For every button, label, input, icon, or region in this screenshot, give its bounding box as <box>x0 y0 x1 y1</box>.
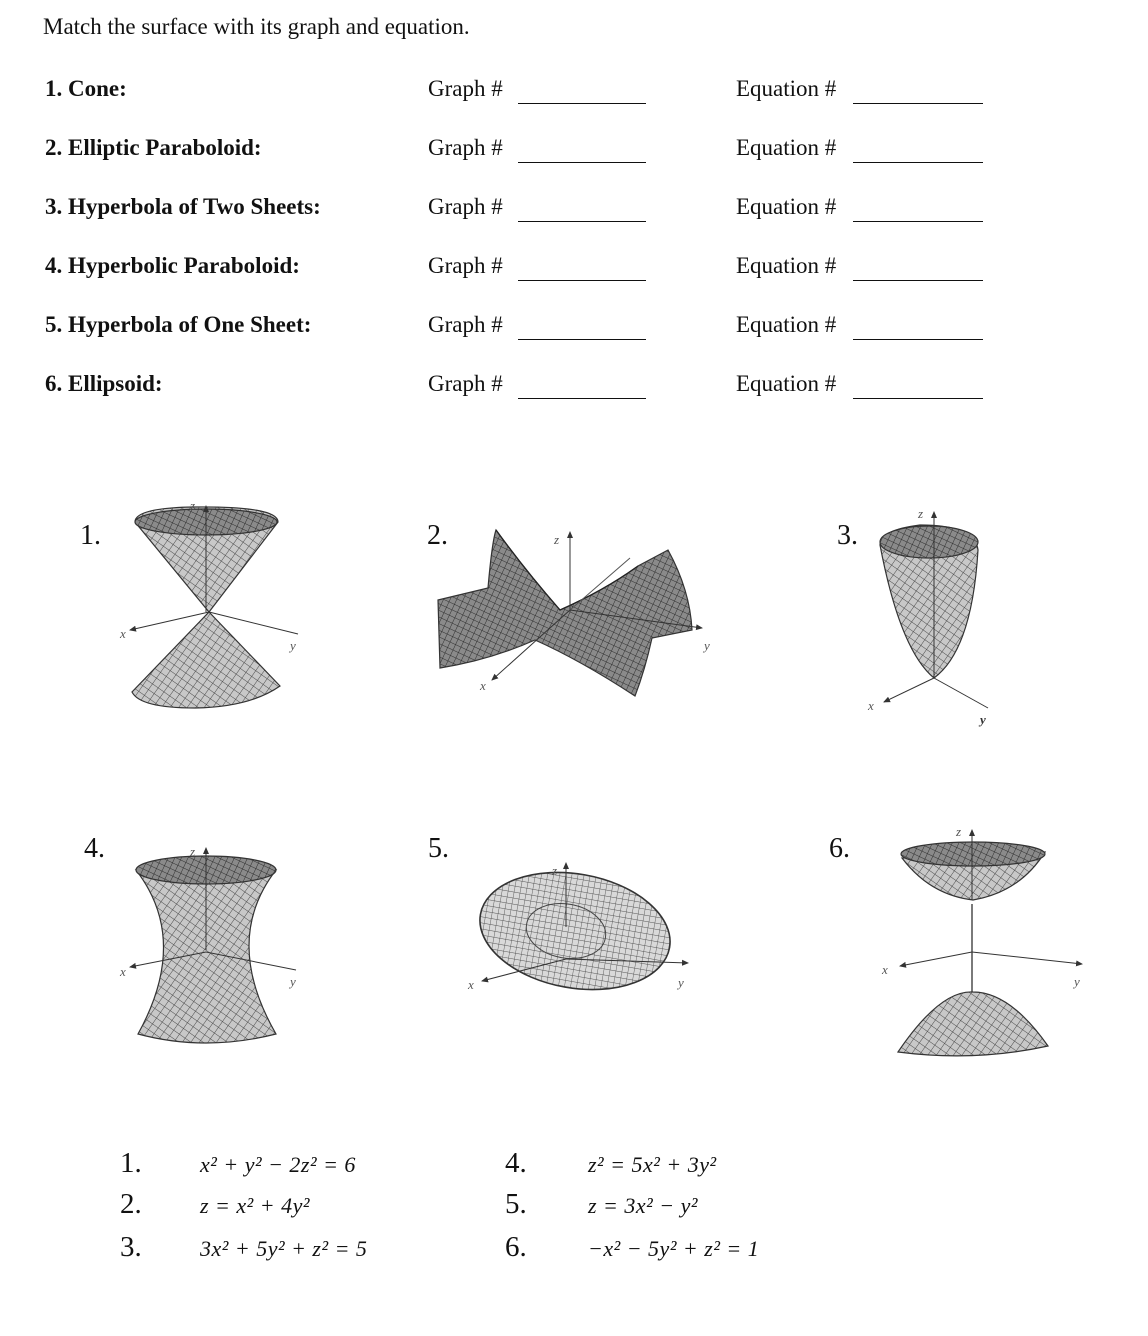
equation-label: Equation # <box>736 312 837 337</box>
elliptic-paraboloid-graph <box>860 500 1010 735</box>
figure-number-6: 6. <box>829 833 850 864</box>
equation-number-5: 5. <box>505 1188 527 1220</box>
z-axis-label: z <box>918 506 924 521</box>
equation-number-2: 2. <box>120 1188 142 1220</box>
equation-label: Equation # <box>736 135 837 160</box>
equation-4: z² = 5x² + 3y² <box>588 1152 717 1177</box>
page-title: Match the surface with its graph and equation. <box>43 14 470 39</box>
figure-number-3: 3. <box>837 520 858 551</box>
graph-answer-blank[interactable] <box>518 103 646 104</box>
x-axis-label: x <box>120 964 126 979</box>
figure-number-2: 2. <box>427 520 448 551</box>
equation-answer-blank[interactable] <box>853 280 983 281</box>
y-axis <box>972 952 1082 964</box>
equation-number-3: 3. <box>120 1231 142 1263</box>
equation-5: z = 3x² − y² <box>588 1193 698 1218</box>
graph-answer-blank[interactable] <box>518 221 646 222</box>
hyperboloid-one-sheet-graph <box>110 840 320 1055</box>
y-axis-label: y <box>980 712 986 727</box>
equation-6: −x² − 5y² + z² = 1 <box>588 1236 760 1261</box>
row-label: 4. Hyperbolic Paraboloid: <box>45 253 300 278</box>
graph-label: Graph # <box>428 371 503 396</box>
figure-number-4: 4. <box>84 833 105 864</box>
match-row-5 <box>0 312 1148 346</box>
x-axis-label: x <box>480 678 486 693</box>
match-row-3 <box>0 194 1148 228</box>
y-axis-label: y <box>290 974 296 989</box>
equation-label: Equation # <box>736 253 837 278</box>
graph-answer-blank[interactable] <box>518 162 646 163</box>
y-axis-label: y <box>678 975 684 990</box>
match-row-6 <box>0 371 1148 405</box>
match-row-1 <box>0 76 1148 110</box>
paraboloid-rim <box>880 526 978 558</box>
graph-answer-blank[interactable] <box>518 398 646 399</box>
graph-answer-blank[interactable] <box>518 280 646 281</box>
equation-number-1: 1. <box>120 1147 142 1179</box>
x-axis-label: x <box>868 698 874 713</box>
graph-label: Graph # <box>428 76 503 101</box>
equation-answer-blank[interactable] <box>853 221 983 222</box>
lower-sheet <box>898 992 1048 1056</box>
figure-number-1: 1. <box>80 520 101 551</box>
y-axis-label: y <box>1074 974 1080 989</box>
row-label: 3. Hyperbola of Two Sheets: <box>45 194 321 219</box>
y-axis-label: y <box>290 638 296 653</box>
equation-answer-blank[interactable] <box>853 339 983 340</box>
equation-label: Equation # <box>736 371 837 396</box>
equation-3: 3x² + 5y² + z² = 5 <box>200 1236 368 1261</box>
graph-label: Graph # <box>428 194 503 219</box>
upper-sheet-rim <box>901 842 1045 866</box>
equation-number-4: 4. <box>505 1147 527 1179</box>
row-label: 5. Hyperbola of One Sheet: <box>45 312 312 337</box>
y-axis-label: y <box>704 638 710 653</box>
graph-label: Graph # <box>428 253 503 278</box>
graph-label: Graph # <box>428 135 503 160</box>
row-label: 2. Elliptic Paraboloid: <box>45 135 262 160</box>
saddle-graph <box>430 500 720 715</box>
x-axis <box>900 952 972 966</box>
equation-2: z = x² + 4y² <box>200 1193 310 1218</box>
cone-lower-nappe <box>132 612 280 708</box>
hyperboloid-two-sheets-graph <box>870 820 1090 1065</box>
z-axis-label: z <box>554 532 560 547</box>
cone-graph <box>110 500 320 715</box>
figure-number-5: 5. <box>428 833 449 864</box>
equation-1: x² + y² − 2z² = 6 <box>200 1152 356 1177</box>
row-label: 1. Cone: <box>45 76 127 101</box>
ellipsoid-graph <box>460 855 700 1005</box>
row-label: 6. Ellipsoid: <box>45 371 163 396</box>
equation-number-6: 6. <box>505 1231 527 1263</box>
x-axis-label: x <box>882 962 888 977</box>
equation-answer-blank[interactable] <box>853 398 983 399</box>
saddle-surface <box>438 530 692 696</box>
equation-answer-blank[interactable] <box>853 162 983 163</box>
x-axis-label: x <box>120 626 126 641</box>
equation-answer-blank[interactable] <box>853 103 983 104</box>
ellipsoid-surface <box>471 858 680 1004</box>
z-axis-label: z <box>190 844 196 859</box>
z-axis-label: z <box>956 824 962 839</box>
equation-label: Equation # <box>736 194 837 219</box>
x-axis <box>884 678 934 702</box>
match-row-4 <box>0 253 1148 287</box>
z-axis-label: z <box>552 863 558 878</box>
y-axis <box>934 678 988 708</box>
match-row-2 <box>0 135 1148 169</box>
graph-label: Graph # <box>428 312 503 337</box>
x-axis-label: x <box>468 977 474 992</box>
equation-label: Equation # <box>736 76 837 101</box>
z-axis-label: z <box>190 500 196 513</box>
graph-answer-blank[interactable] <box>518 339 646 340</box>
